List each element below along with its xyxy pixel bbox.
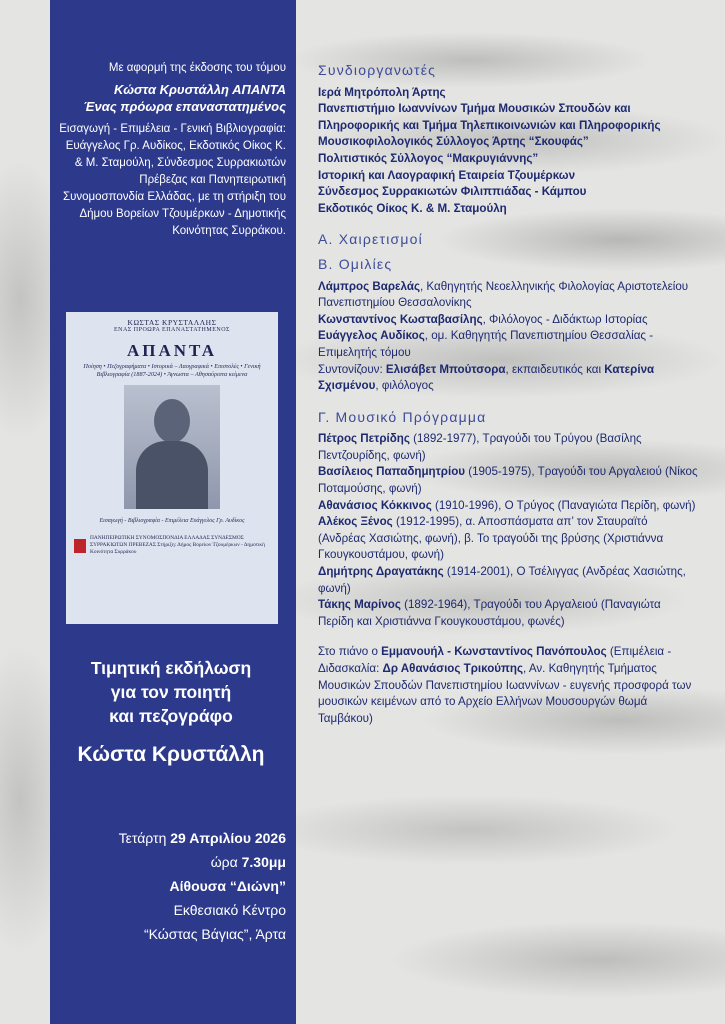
talk-detail: , ομ. Καθηγητής Πανεπιστημίου Θεσσαλίας - Επιμελητής τόμου (318, 329, 654, 359)
music-item (318, 564, 698, 597)
program-panel (318, 62, 698, 727)
organizer-item: Ιερά Μητρόπολη Άρτης (318, 85, 446, 99)
cover-author: ΚΩΣΤΑΣ ΚΡΥΣΤΑΛΛΗΣ (127, 318, 217, 327)
coordinators (318, 362, 698, 395)
composer-name: Πέτρος Πετρίδης (318, 432, 410, 446)
composer-name: Αθανάσιος Κόκκινος (318, 498, 432, 512)
event-day: Τετάρτη (118, 830, 167, 846)
cover-title: ΑΠΑΝΤΑ (126, 341, 218, 360)
coord-name-1: Ελισάβετ Μπούτσορα (385, 362, 506, 376)
cover-editor: Εισαγωγή - Βιβλιογραφία - Επιμέλεια Ευάγγελος Γρ. Αυδίκος (99, 518, 245, 524)
portrait-head (154, 399, 190, 443)
talk-speaker: Λάμπρος Βαρελάς (318, 279, 420, 293)
event-venue-1: Εκθεσιακό Κέντρο (173, 902, 286, 918)
music-detail: (1912-1995), α. Αποσπάσματα απ’ τον Σταυραϊτό (Ανδρέας Χασιώτης, φωνή), β. Το τραγούδι της βρύσης (Χριστιάννα Γκουγκουστάμου, φωνή) (318, 515, 664, 562)
talk-speaker: Ευάγγελος Αυδίκος (318, 329, 425, 343)
portrait-body (136, 441, 208, 509)
greetings-heading: Α. Χαιρετισμοί (318, 231, 423, 248)
talk-item (318, 328, 698, 361)
event-title (56, 656, 286, 770)
music-detail: (1892-1977), Τραγούδι του Τρύγου (Βασίλης Πεντζουρίδης, φωνή) (318, 432, 642, 462)
pianist-name: Εμμανουήλ - Κωνσταντίνος Πανόπουλος (381, 645, 607, 659)
cover-description: Ποίηση • Πεζογραφήματα • Ιστορικά – Λαογραφικά • Επιστολές • Γενική Βιβλιογραφία (1887-2024) • Άγνωστα – Αθησαύριστα κείμενα (83, 363, 261, 378)
organizer-item: Μουσικοφιλολογικός Σύλλογος Άρτης “Σκουφάς” (318, 135, 589, 149)
event-time (56, 850, 286, 874)
talks-heading: Β. Ομιλίες (318, 255, 393, 272)
piano-prefix: Στο πιάνο ο (318, 645, 382, 659)
composer-name: Αλέκος Ξένος (318, 515, 393, 529)
music-detail: (1914-2001), Ο Τσέλιγγας (Ανδρέας Χασιώτης, φωνή) (318, 565, 686, 595)
music-detail: (1905-1975), Τραγούδι του Αργαλειού (Νίκος Ποταμούσης, φωνή) (318, 465, 698, 496)
organizers-heading: Συνδιοργανωτές (318, 62, 437, 78)
book-title-1: Κώστα Κρυστάλλη ΑΠΑΝΤΑ (114, 82, 286, 97)
composer-name: Βασίλειος Παπαδημητρίου (318, 465, 466, 479)
piano-end: , Αν. Καθηγητής Τμήματος Μουσικών Σπουδών Πανεπιστημίου Ιωαννίνων - ευγενής προσφορά των μουσικών κειμένων από το Αρχείο Ελλήνων Μουσουργών θωμά Ταμβάκου) (318, 662, 692, 725)
music-detail: (1892-1964), Τραγούδι του Αργαλειού (Παναγιώτα Περίδη και Χριστιάννα Γκουγκουστάμου, φωνές) (318, 598, 661, 628)
talk-detail: , Καθηγητής Νεοελληνικής Φιλολογίας Αριστοτελείου Πανεπιστημίου Θεσσαλονίκης (318, 279, 689, 310)
event-line-3: και πεζογράφο (109, 706, 233, 726)
event-honoree: Κώστα Κρυστάλλη (77, 743, 265, 766)
talk-detail: , Φιλόλογος - Διδάκτωρ Ιστορίας (482, 312, 648, 326)
publisher-logo-icon (74, 539, 86, 553)
piano-credit (318, 644, 698, 727)
music-heading: Γ. Μουσικό Πρόγραμμα (318, 408, 487, 425)
composer-name: Τάκης Μαρίνος (318, 598, 401, 612)
organizer-item: Ιστορική και Λαογραφική Εταιρεία Τζουμέρκων (318, 168, 576, 182)
organizer-item: Σύνδεσμος Συρρακιωτών Φιλιππιάδας - Κάμπου (318, 185, 587, 199)
cover-subtitle: ΕΝΑΣ ΠΡΟΩΡΑ ΕΠΑΝΑΣΤΑΤΗΜΕΝΟΣ (113, 327, 231, 333)
coord-name-2: Κατερίνα Σχισμένου (318, 362, 655, 393)
music-detail: (1910-1996), Ο Τρύγος (Παναγιώτα Περίδη, φωνή) (431, 498, 696, 512)
organizer-item: Πανεπιστήμιο Ιωαννίνων Τμήμα Μουσικών Σπουδών και Πληροφορικής και Τμήμα Τηλεπικοινωνιών και Πληροφορικής (318, 102, 661, 132)
organizer-item: Πολιτιστικός Σύλλογος “Μακρυγιάννης” (318, 151, 539, 165)
book-cover (66, 312, 278, 624)
piano-mid: (Επιμέλεια - Διδασκαλία: (318, 645, 672, 675)
event-details (56, 826, 286, 946)
director-name: Δρ Αθανάσιος Τρικούπης (382, 662, 524, 675)
event-line-1: Τιμητική εκδήλωση (90, 658, 252, 678)
event-time-value: 7.30μμ (241, 854, 286, 870)
event-hall-value: Αίθουσα “Διώνη” (169, 878, 286, 894)
cover-portrait (124, 385, 220, 509)
coord-mid: , εκπαιδευτικός και (505, 362, 605, 376)
intro-lead: Με αφορμή της έκδοσης του τόμου (108, 62, 286, 74)
intro-block (56, 60, 286, 240)
music-item (318, 514, 698, 564)
music-item (318, 431, 698, 464)
left-panel (50, 0, 296, 1024)
book-title-2: Ένας πρόωρα επαναστατημένος (83, 99, 286, 114)
event-time-prefix: ώρα (210, 854, 238, 870)
event-venue-2: “Κώστας Βάγιας”, Άρτα (143, 926, 286, 942)
talk-item (318, 279, 698, 312)
coord-end: , φιλόλογος (375, 379, 434, 393)
event-line-2: για τον ποιητή (110, 682, 232, 702)
credits-text: Εισαγωγή - Επιμέλεια - Γενική Βιβλιογραφία: Ευάγγελος Γρ. Αυδίκος, Εκδοτικός Οίκος Κ. & Μ. Σταμούλη, Σύνδεσμος Συρρακιωτών Πρέβεζας και Πανηπειρωτική Συνομοσπονδία Ελλάδας, με τη στήριξη του Δήμου Βορείων Τζουμέρκων - Δημοτικής Κοινότητας Συρράκου. (59, 123, 286, 237)
cover-publisher-text: ΠΑΝΗΠΕΙΡΩΤΙΚΗ ΣΥΝΟΜΟΣΠΟΝΔΙΑ ΕΛΛΑΔΑΣ ΣΥΝΔΕΣΜΟΣ ΣΥΡΡΑΚΙΩΤΩΝ ΠΡΕΒΕΖΑΣ Στήριξη: Δήμος Βορείων Τζουμέρκων - Δημοτική Κοινότητα Συρράκου (90, 535, 265, 555)
event-date (56, 826, 286, 850)
music-item (318, 597, 698, 630)
talk-item (318, 312, 698, 329)
organizer-item: Εκδοτικός Οίκος Κ. & Μ. Σταμούλη (318, 201, 507, 215)
event-date-value: 29 Απριλίου 2026 (170, 830, 286, 846)
music-item (318, 498, 698, 515)
event-hall (56, 874, 286, 898)
coord-prefix: Συντονίζουν: (318, 362, 386, 376)
cover-publisher (74, 535, 270, 556)
music-item (318, 464, 698, 497)
composer-name: Δημήτρης Δραγατάκης (318, 565, 444, 579)
talk-speaker: Κωνσταντίνος Κωσταβασίλης (318, 312, 483, 326)
